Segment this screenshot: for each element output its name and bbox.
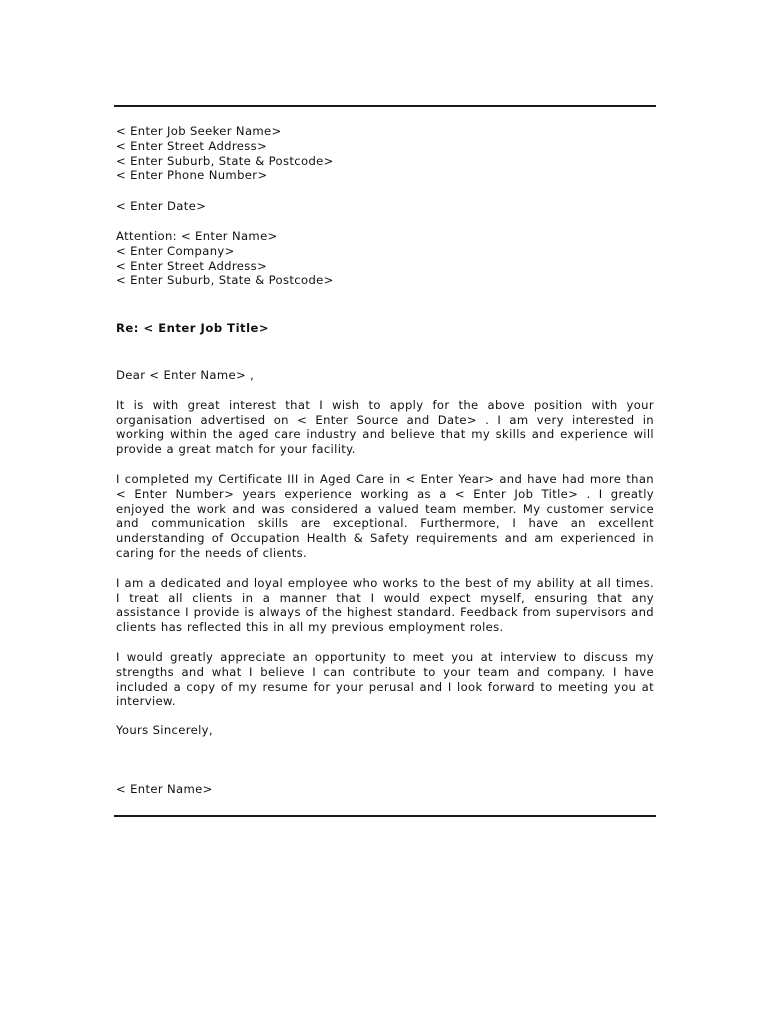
subject-line: Re: < Enter Job Title>: [116, 321, 270, 336]
recipient-suburb: < Enter Suburb, State & Postcode>: [116, 273, 334, 288]
sender-name: < Enter Job Seeker Name>: [116, 124, 282, 138]
recipient-address: [116, 229, 654, 288]
salutation-block: [116, 368, 654, 383]
closing: Yours Sincerely,: [116, 723, 213, 738]
letter-date-block: [116, 199, 654, 214]
signature-name: < Enter Name>: [116, 781, 213, 796]
subject-block: [116, 321, 654, 336]
letter-date: < Enter Date>: [116, 199, 207, 214]
signature-block: [116, 782, 654, 797]
sender-suburb: < Enter Suburb, State & Postcode>: [116, 153, 334, 168]
recipient-attention: Attention: < Enter Name>: [116, 228, 278, 243]
recipient-street: < Enter Street Address>: [116, 258, 268, 273]
cover-letter: [116, 124, 654, 797]
sender-address: [116, 124, 654, 183]
top-divider: [114, 105, 656, 107]
body-paragraph-4: I would greatly appreciate an opportunity to meet you at interview to discuss my strengths and what I believe I can contribute to your team and company. I have included a copy of my resume for your perusal and I look forward to meeting you at interview.: [116, 649, 654, 709]
recipient-company: < Enter Company>: [116, 243, 235, 258]
body-paragraph-3: I am a dedicated and loyal employee who works to the best of my ability at all times. I treat all clients in a manner that I would expect myself, ensuring that any assistance I provide is always of the highest standard. Feedback from supervisors and clients has reflected this in all my previous employment roles.: [116, 575, 654, 635]
salutation: Dear < Enter Name> ,: [116, 367, 255, 382]
bottom-divider: [114, 815, 656, 817]
body-paragraph-2: I completed my Certificate III in Aged Care in < Enter Year> and have had more than < Enter Number> years experience working as a < Enter Job Title> . I greatly enjoyed the work and was considered a valued team member. My customer service and communication skills are exceptional. Furthermore, I have an excellent understanding of Occupation Health & Safety requirements and am experienced in caring for the needs of clients.: [116, 471, 654, 560]
closing-block: [116, 723, 654, 738]
sender-street: < Enter Street Address>: [116, 138, 268, 153]
sender-phone: < Enter Phone Number>: [116, 168, 268, 183]
body-paragraph-1: It is with great interest that I wish to apply for the above position with your organisation advertised on < Enter Source and Date> . I am very interested in working within the aged care industry and believe that my skills and experience will provide a great match for your facility.: [116, 397, 654, 457]
